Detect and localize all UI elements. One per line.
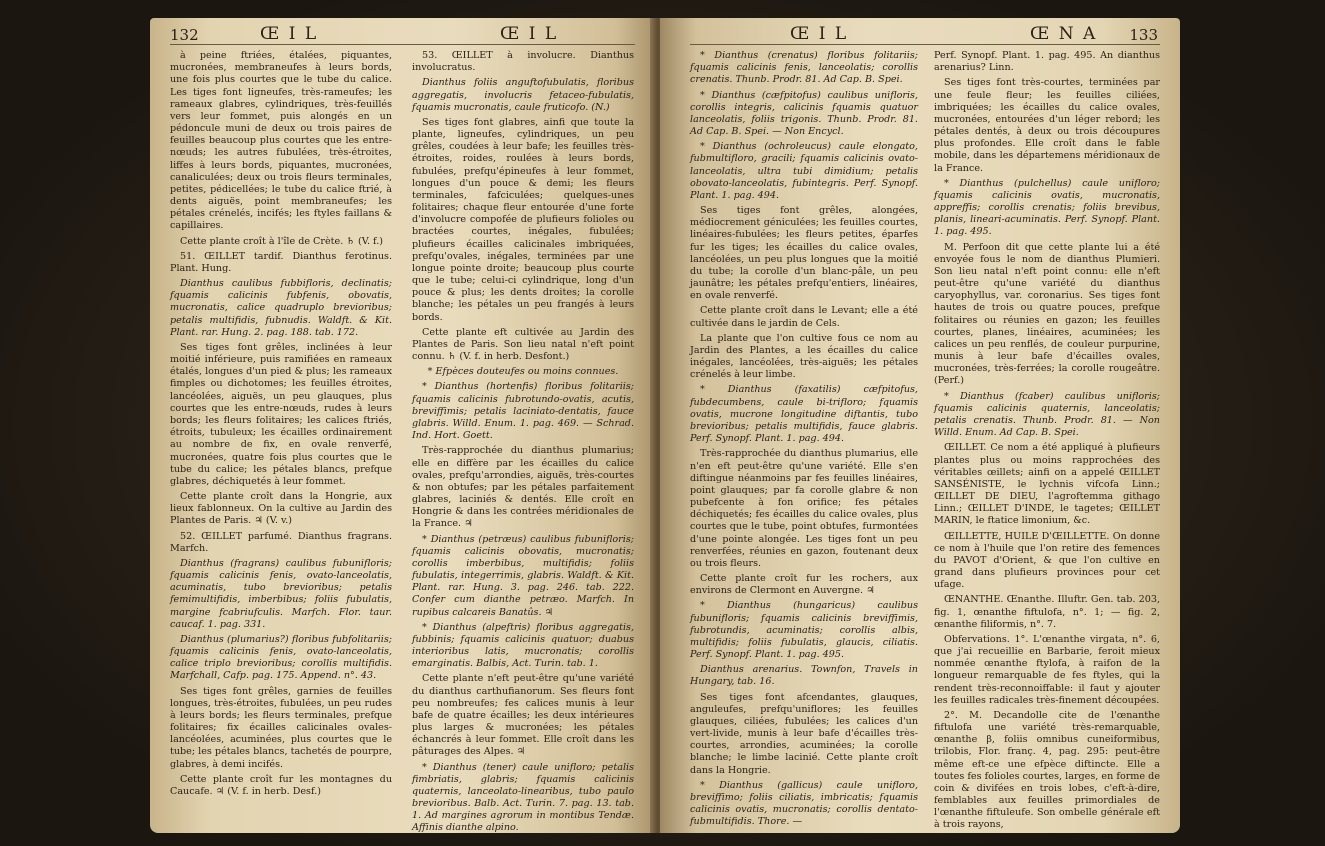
paragraph: Dianthus arenarius. Townfon, Travels in Hungary, tab. 16. xyxy=(690,664,918,688)
latin-description: * Dianthus (hungaricus) caulibus fubunifloris; fquamis calicinis breviffimis, fubrotundis, acuminatis; corollis albis, multifidis; foliis fubulatis, glaucis, ciliatis. Perf. Synopf. Plant. 1. pag. 495. xyxy=(690,600,918,661)
paragraph: Cette plante croît dans le Levant; elle a été cultivée dans le jardin de Cels. xyxy=(690,305,918,329)
paragraph: Ses tiges font grêles, inclinées à leur moitié inférieure, puis ramifiées en rameaux étalés, longues d'un pied & plus; les rameaux fimples ou dichotomes; les feuilles étroites, lancéolées, aiguës, un peu glauques, plus courtes que les entre-nœuds, rudes à leurs bords; les fleurs folitaires; les calices ftriés, étroits, tubuleux; les écailles ordinairement au nombre de fix, en ovale renverfé, mucronées, quatre fois plus courtes que le tube du calice; les pétales blancs, prefque glabres, déchiquetés à leur fommet. xyxy=(170,341,392,487)
paragraph: à peine ftriées, étalées, piquantes, mucronées, membraneufes à leurs bords, une fois plus courtes que le tube du calice. Les tiges font ligneufes, très-rameufes; les rameaux glabres, cylindriques, très-feuillés vers leur fommet, puis alongés en un pédoncule muni de deux ou trois paires de feuilles beaucoup plus courtes que les entre-nœuds; les autres fubulées, très-étroites, liffes à leurs bords, piquantes, mucronées, canaliculées; deux ou trois fleurs terminales, petites, pédicellées; le tube du calice ftrié, à dents aiguës, point membraneufes; les pétales crénelés, incifés; les ftyles faillans & capillaires. xyxy=(170,50,392,232)
latin-description: * Dianthus (fcaber) caulibus unifloris; fquamis calicinis quaternis, lanceolatis; petalis crenatis. Thunb. Prodr. 81. — Non Willd. Enum. Ad Cap. B. Spei. xyxy=(934,390,1160,439)
paragraph: Ses tiges font glabres, ainfi que toute la plante, ligneufes, cylindriques, un peu grêles, coudées à leur bafe; les feuilles très-étroites, roides, roulées à leurs bords, fubulées, prefqu'épineufes à leur fommet, longues d'un pouce & demi; les fleurs terminales, fafciculées; quelques-unes folitaires; chaque fleur entourée d'une forte d'involucre compofée de plufieurs folioles ou bractées courtes, inégales, fubulées; plufieurs écailles calicinales imbriquées, prefqu'ovales, inégales, terminées par une longue pointe droite; beaucoup plus courte que le tube; celui-ci cylindrique, long d'un pouce & plus; les dents droites; la corolle blanche; les pétales un peu frangés à leurs bords. xyxy=(412,116,634,323)
paragraph: Ses tiges font grêles, garnies de feuilles longues, très-étroites, fubulées, un peu rudes à leurs bords; les fleurs terminales, prefque folitaires; fix écailles calicinales ovales-lancéolées, acuminées, plus courtes que le tube; les pétales blancs, tachetés de pourpre, glabres, à demi incifés. xyxy=(170,685,392,770)
latin-description: * Dianthus (hortenfis) floribus folitariis; fquamis calicinis fubrotundo-ovatis, acutis, breviffimis; petalis laciniato-dentatis, fauce glabris. Willd. Enum. 1. pag. 469. — Schrad. Ind. Hort. Goett. xyxy=(412,381,634,442)
entry-oeillette: ŒILLETTE, HUILE D'ŒILLETTE. On donne ce nom à l'huile que l'on retire des femences du PAVOT d'Orient, & que l'on cultive en grand dans plufieurs provinces pour cet ufage. xyxy=(934,530,1160,591)
left-column-2 xyxy=(412,50,634,834)
paragraph: Ses tiges font très-courtes, terminées par une feule fleur; les feuilles ciliées, imbriquées; les écailles du calice ovales, mucronées, entourées d'un léger rebord; les pétales dentés, à deux ou trois découpures plus profondes. Elle croît dans le fable mobile, dans les départemens méridionaux de la France. xyxy=(934,77,1160,174)
left-column-1 xyxy=(170,50,392,823)
latin-description: * Dianthus (ochroleucus) caule elongato, fubmultifloro, gracili; fquamis calicinis ovato-lanceolatis, ultra tubi dimidium; petalis obovato-lanceolatis, fubintegris. Perf. Synopf. Plant. 1. pag. 494. xyxy=(690,141,918,201)
paragraph: Très-rapprochée du dianthus plumarius, elle n'en eft peut-être qu'une variété. Elle s'en diftingue néanmoins par fes feuilles linéaires, point glauques; par fa corolle glabre & non pubefcente à fon orifice; fes pétales déchiquetés; fes écailles du calice ovales, plus courtes que le tube, point obtufes, furmontées d'une pointe alongée. Les tiges font un peu renverfées, réunies en gazon, foutenant deux ou trois fleurs. xyxy=(690,448,918,569)
left-running-head-2: Œ I L xyxy=(500,24,559,44)
right-page-number: 133 xyxy=(1129,26,1158,44)
species-heading: 51. ŒILLET tardif. Dianthus ferotinus. Plant. Hung. xyxy=(170,250,392,274)
entry-oenanthe: ŒNANTHE. Œnanthe. Illuftr. Gen. tab. 203, fig. 1, œnanthe fiftulofa, n°. 1; — fig. 2, œnanthe filiformis, n°. 7. xyxy=(934,594,1160,630)
paragraph: Ses tiges font grêles, alongées, médiocrement géniculées; les feuilles courtes, linéaires-fubulées; les fleurs petites, éparfes fur les tiges; les écailles du calice ovales, lancéolées, un peu plus longues que la moitié du tube; la corolle d'un blanc-pâle, un peu jaunâtre; les pétales prefqu'entiers, linéaires, en ovale renverfé. xyxy=(690,205,918,302)
latin-description: * Dianthus (crenatus) floribus folitariis; fquamis calicinis fenis, lanceolatis; corollis crenatis. Thunb. Prodr. 81. Ad Cap. B. Spei. xyxy=(690,50,918,86)
paragraph: Cette plante croît fur les montagnes du Caucafe. ♃ (V. f. in herb. Desf.) xyxy=(170,773,392,797)
species-heading: 53. ŒILLET à involucre. Dianthus involucratus. xyxy=(412,50,634,74)
right-running-head-2: Œ N A xyxy=(1030,24,1098,44)
left-head-rule xyxy=(170,44,635,45)
right-column-1 xyxy=(690,50,918,828)
paragraph: Très-rapprochée du dianthus plumarius; elle en diffère par les écailles du calice ovales, prefqu'arrondies, aiguës, très-courtes & non obtufes; par les pétales parfaitement glabres, laciniés & dentés. Elle croît en Hongrie & dans les contrées méridionales de la France. ♃ xyxy=(412,445,634,530)
latin-description: * Dianthus (alpeftris) floribus aggregatis, fubbinis; fquamis calicinis quatuor; duabus interioribus latis, mucronatis; corollis emarginatis. Balbis, Act. Turin. tab. 1. xyxy=(412,621,634,670)
latin-description: * Dianthus (pulchellus) caule unifloro; fquamis calicinis ovatis, mucronatis, appreffis; corollis crenatis; foliis brevibus, planis, lineari-acuminatis. Perf. Synopf. Plant. 1. pag. 495. xyxy=(934,177,1160,238)
paragraph: Cette plante croît fur les rochers, aux environs de Clermont en Auvergne. ♃ xyxy=(690,573,918,597)
observations-1: Obfervations. 1°. L'œnanthe virgata, n°. 6, que j'ai recueillie en Barbarie, feroit mieux nommée œnanthe ftylofa, à raifon de la longueur remarquable de fes ftyles, qui la rendent très-reconnoiffable: il faut y ajouter les feuilles radicales très-finement découpées. xyxy=(934,633,1160,706)
paragraph: Ses tiges font afcendantes, glauques, anguleufes, prefqu'uniflores; les feuilles glauques, ciliées, fubulées; les calices d'un vert-livide, munis à leur bafe d'écailles très-courtes, arrondies, acuminées; la corolle blanche; le limbe lacinié. Cette plante croît dans la Hongrie. xyxy=(690,691,918,776)
entry-oeillet: ŒILLET. Ce nom a été appliqué à plufieurs plantes plus ou moins rapprochées des véritables œillets; ainfi on a appelé ŒILLET SANSÉNISTE, le lychnis vifcofa Linn.; ŒILLET DE DIEU, l'agroftemma githago Linn.; ŒILLET D'INDE, le tagetes; ŒILLET MARIN, le ftatice limonium, &c. xyxy=(934,442,1160,527)
species-heading: 52. ŒILLET parfumé. Dianthus fragrans. Marfch. xyxy=(170,530,392,554)
latin-description: * Dianthus (petræus) caulibus fubunifloris; fquamis calicinis obovatis, mucronatis; corollis imberbibus, multifidis; foliis fubulatis, integerrimis, glabris. Waldft. & Kit. Plant. rar. Hung. 3. pag. 246. tab. 222. Confer cum dianthe petræo. Marfch. In rupibus calcareis Banatûs. ♃ xyxy=(412,533,634,618)
paragraph: Perf. Synopf. Plant. 1. pag. 495. An dianthus arenarius? Linn. xyxy=(934,50,1160,74)
right-column-2 xyxy=(934,50,1160,831)
section-heading: * Efpèces douteufes ou moins connues. xyxy=(427,366,619,378)
left-page xyxy=(150,18,655,833)
latin-description: Dianthus foliis anguftofubulatis, floribus aggregatis, involucris fetaceo-fubulatis, fquamis mucronatis, caule fruticofo. (N.) xyxy=(412,77,634,113)
paragraph: M. Perfoon dit que cette plante lui a été envoyée fous le nom de dianthus Plumieri. Son lieu natal n'eft point connu: elle n'eft peut-être qu'une variété du dianthus caryophyllus, var. coronarius. Ses tiges font hautes de trois ou quatre pouces, prefque folitaires ou réunies en gazon; les feuilles courtes, planes, linéaires, acuminées; les calices un peu renflés, de couleur purpurine, munis à leur bafe d'écailles ovales, mucronées, très-ferrées; la corolle rougeâtre. (Perf.) xyxy=(934,241,1160,387)
latin-description: Dianthus (fragrans) caulibus fubunifloris; fquamis calicinis fenis, ovato-lanceolatis, acuminatis, tubo brevioribus; petalis femimultifidis, imberbibus; foliis fubulatis, margine fcabriufculis. Marfch. Flor. taur. caucaf. 1. pag. 331. xyxy=(170,557,392,630)
latin-description: * Dianthus (faxatilis) cæfpitofus, fubdecumbens, caule bi-trifloro; fquamis ovatis, mucrone longitudine diftantis, tubo brevioribus; petalis multifidis, fauce glabris. Perf. Synopf. Plant. 1. pag. 494. xyxy=(690,384,918,445)
right-page xyxy=(660,18,1180,833)
paragraph: Cette plante eft cultivée au Jardin des Plantes de Paris. Son lieu natal n'eft point connu. ♄ (V. f. in herb. Desfont.) xyxy=(412,326,634,363)
latin-description: * Dianthus (cæfpitofus) caulibus unifloris, corollis integris, calicinis fquamis quatuor lanceolatis, foliis trigonis. Thunb. Prodr. 81. Ad Cap. B. Spei. — Non Encycl. xyxy=(690,89,918,138)
paragraph: Cette plante croît à l'île de Crète. ♄ (V. f.) xyxy=(180,235,384,247)
latin-description: Dianthus caulibus fubbifloris, declinatis; fquamis calicinis fubfenis, obovatis, mucronatis, calice quadruplo brevioribus; petalis multifidis, fubnudis. Waldft. & Kit. Plant. rar. Hung. 2. pag. 188. tab. 172. xyxy=(170,278,392,338)
observations-2: 2°. M. Decandolle cite de l'œnanthe fiftulofa une variété très-remarquable, œnanthe β, foliis omnibus cuneiformibus, trilobis, Flor. franç. 4, pag. 295: peut-être même eft-ce une efpèce diftincte. Elle a toutes fes folioles courtes, larges, en forme de coin & divifées en trois lobes, c'eft-à-dire, femblables aux feuilles primordiales de l'œnanthe fiftuleufe. Son ombelle générale eft à trois rayons, xyxy=(934,709,1160,831)
latin-description: Dianthus (plumarius?) floribus fubfolitariis; fquamis calicinis fenis, ovato-lanceolatis, calice triplo brevioribus; corollis multifidis. Marfchall, Cafp. pag. 175. Append. n°. 43. xyxy=(170,633,392,682)
latin-description: * Dianthus (gallicus) caule unifloro, breviffimo; foliis ciliatis, imbricatis; fquamis calicinis ovatis, mucronatis; corollis dentato-fubmultifidis. Thore. — xyxy=(690,779,918,828)
right-running-head-1: Œ I L xyxy=(790,24,849,44)
paragraph: Cette plante n'eft peut-être qu'une variété du dianthus carthufianorum. Ses fleurs font peu nombreufes; fes calices munis à leur bafe de quatre écailles; les deux intérieures plus larges & mucronées; les pétales échancrés à leur fommet. Elle croît dans les pâturages des Alpes. ♃ xyxy=(412,673,634,758)
left-running-head-1: Œ I L xyxy=(260,24,319,44)
paragraph: La plante que l'on cultive fous ce nom au Jardin des Plantes, a les écailles du calice inégales, lancéolées, très-aiguës; les pétales crénelés à leur limbe. xyxy=(690,332,918,381)
latin-description: * Dianthus (tener) caule unifloro; petalis fimbriatis, glabris; fquamis calicinis quaternis, lanceolato-linearibus, tubo paulo brevioribus. Balb. Act. Turin. 7. pag. 13. tab. 1. Ad margines agrorum in montibus Tendæ. Affinis dianthe alpino. xyxy=(412,761,634,834)
paragraph: Cette plante croît dans la Hongrie, aux lieux fablonneux. On la cultive au Jardin des Plantes de Paris. ♃ (V. v.) xyxy=(170,491,392,527)
right-head-rule xyxy=(690,44,1160,45)
left-page-number: 132 xyxy=(170,26,199,44)
